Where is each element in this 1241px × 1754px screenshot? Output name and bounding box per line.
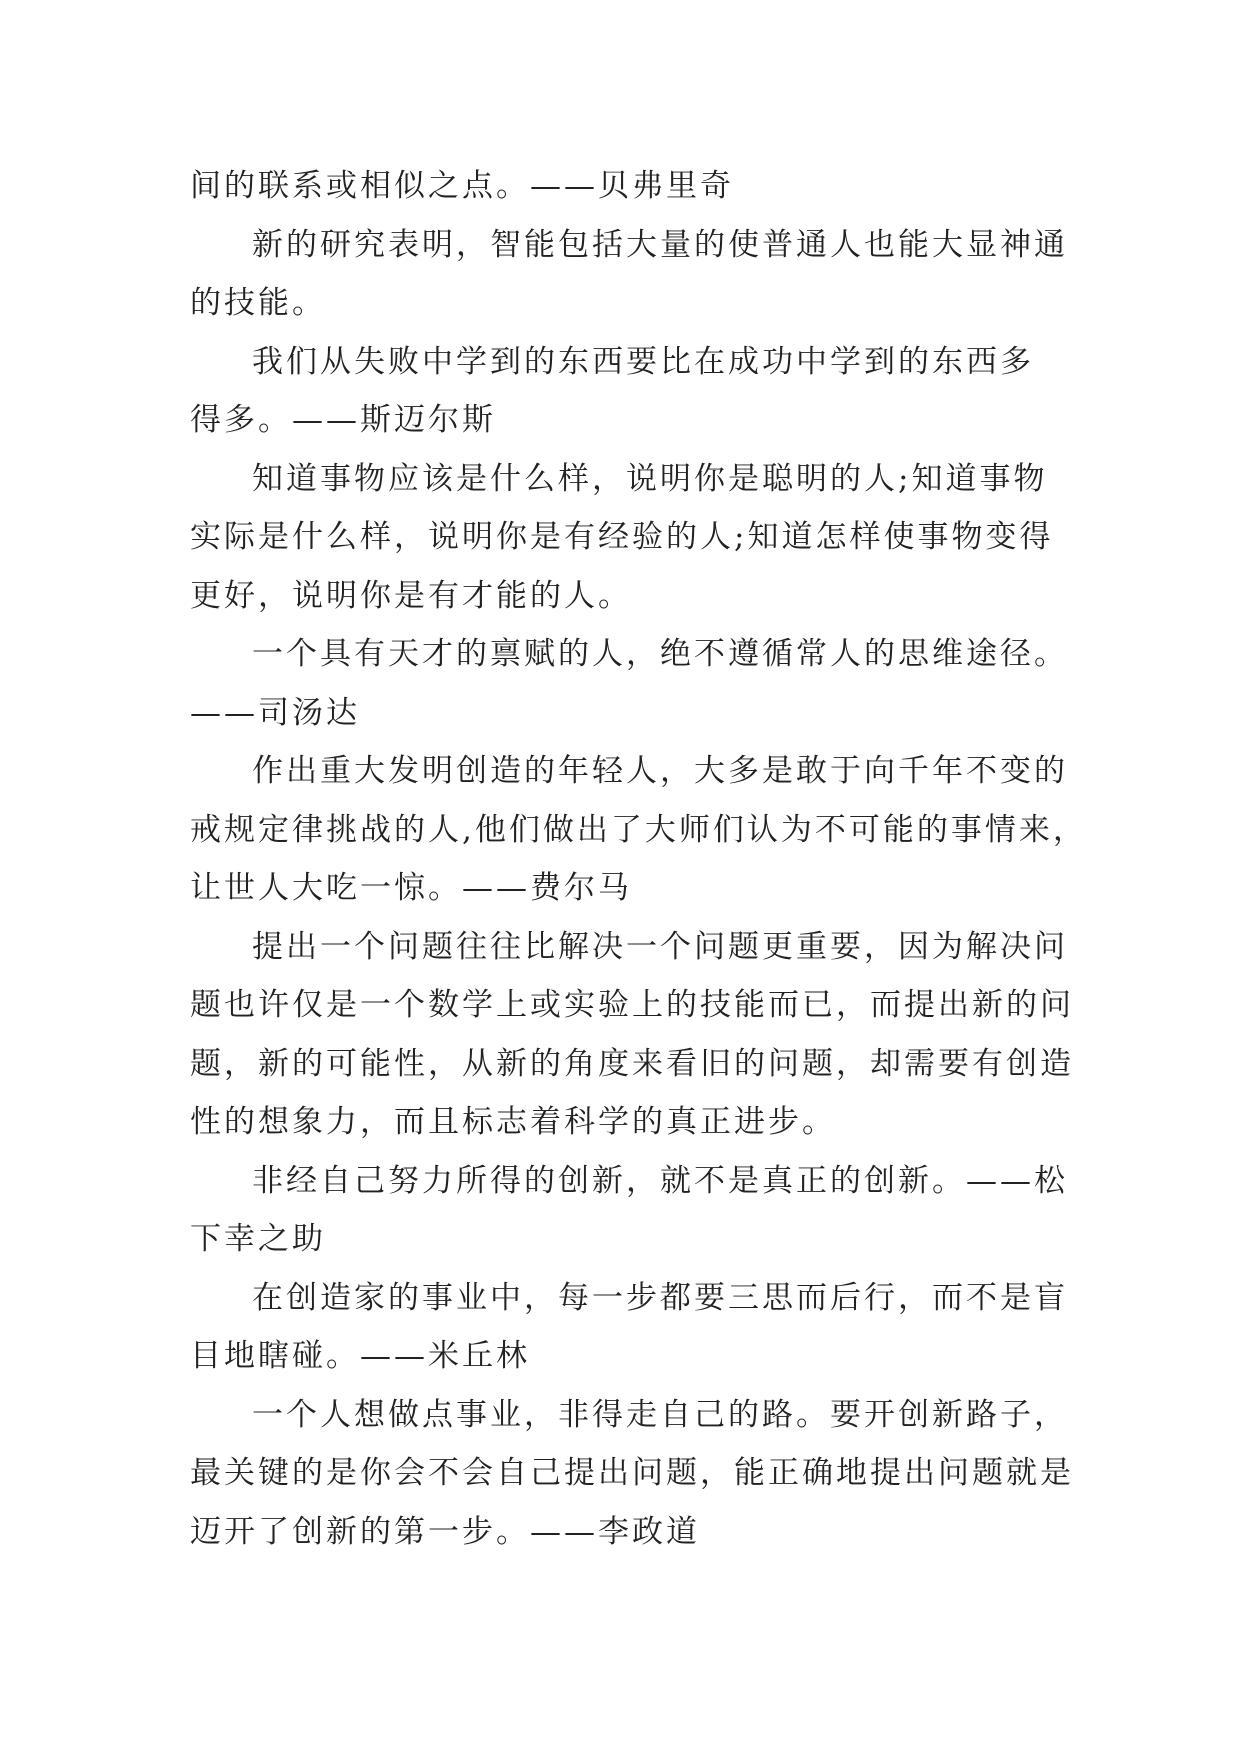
paragraph-10	[190, 1386, 1074, 1562]
paragraph-line: 一个人想做点事业，非得走自己的路。要开创新路子，	[252, 1396, 1068, 1433]
paragraph-3	[190, 333, 1070, 450]
paragraph-line: 更好，说明你是有才能的人。	[190, 577, 632, 614]
paragraph-line: 实际是什么样，说明你是有经验的人;知道怎样使事物变得	[190, 519, 1054, 555]
paragraph-line: 在创造家的事业中，每一步都要三思而后行，而不是盲	[252, 1279, 1068, 1316]
paragraph-line: 让世人大吃一惊。——费尔马	[190, 870, 632, 906]
paragraph-line: 戒规定律挑战的人,他们做出了大师们认为不可能的事情来，	[190, 811, 1087, 848]
paragraph-line: 一个具有天才的禀赋的人，绝不遵循常人的思维途径。	[252, 636, 1068, 672]
paragraph-line: 目地瞎碰。——米丘林	[190, 1338, 530, 1374]
paragraph-4	[190, 450, 1070, 626]
paragraph-line: 最关键的是你会不会自己提出问题，能正确地提出问题就是	[190, 1455, 1074, 1491]
paragraph-line: 迈开了创新的第一步。——李政道	[190, 1513, 700, 1550]
paragraph-7	[190, 918, 1074, 1152]
paragraph-line: 新的研究表明，智能包括大量的使普通人也能大显神通	[252, 226, 1068, 263]
paragraph-6	[190, 742, 1087, 918]
paragraph-9	[190, 1269, 1070, 1386]
paragraph-line: 性的想象力，而且标志着科学的真正进步。	[190, 1104, 836, 1140]
paragraph-8	[190, 1152, 1070, 1269]
paragraph-line: 我们从失败中学到的东西要比在成功中学到的东西多	[252, 343, 1034, 380]
paragraph-line: 作出重大发明创造的年轻人，大多是敢于向千年不变的	[252, 753, 1068, 789]
paragraph-line: 的技能。	[190, 285, 326, 321]
paragraph-line: 题也许仅是一个数学上或实验上的技能而已，而提出新的问	[190, 987, 1074, 1023]
paragraph-2	[190, 216, 1070, 333]
paragraph-5	[190, 625, 1070, 742]
document-body	[190, 157, 1087, 1561]
paragraph-line: ——司汤达	[190, 694, 360, 731]
paragraph-line: 得多。——斯迈尔斯	[190, 402, 496, 438]
paragraph-1	[190, 157, 1070, 216]
paragraph-line: 知道事物应该是什么样，说明你是聪明的人;知道事物	[252, 460, 1048, 497]
paragraph-line: 题，新的可能性，从新的角度来看旧的问题，却需要有创造	[190, 1045, 1074, 1082]
paragraph-line: 间的联系或相似之点。——贝弗里奇	[190, 168, 734, 204]
paragraph-line: 非经自己努力所得的创新，就不是真正的创新。——松	[252, 1162, 1068, 1199]
paragraph-line: 下幸之助	[190, 1221, 326, 1257]
paragraph-line: 提出一个问题往往比解决一个问题更重要，因为解决问	[252, 928, 1068, 965]
